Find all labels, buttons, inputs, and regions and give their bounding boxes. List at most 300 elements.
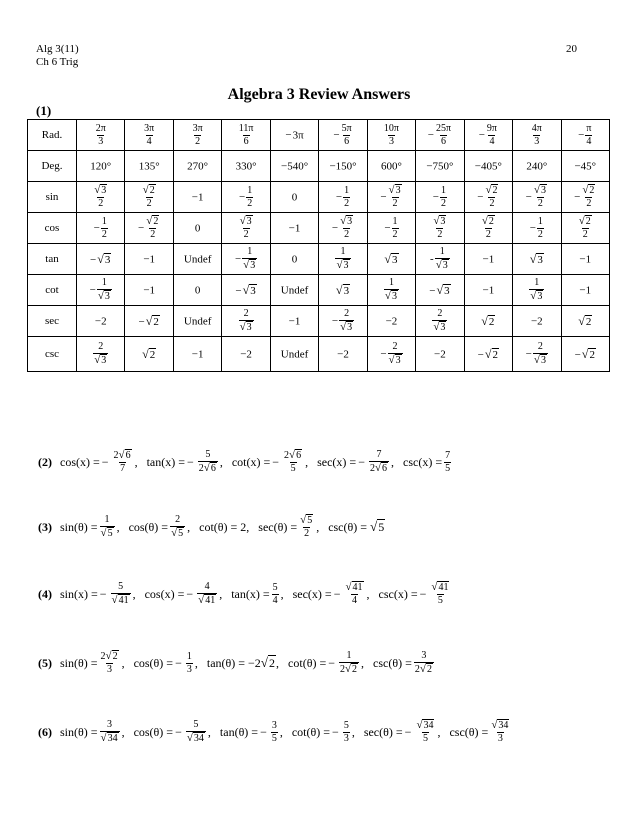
row-label: Rad. xyxy=(28,120,77,151)
table-cell xyxy=(270,182,318,213)
table-cell xyxy=(173,213,221,244)
denominator: √3 xyxy=(530,290,543,302)
denominator: 2 xyxy=(392,228,398,240)
table-cell xyxy=(222,337,270,372)
cell-value: −1 xyxy=(579,253,592,266)
minus-sign: − xyxy=(101,454,109,469)
fraction xyxy=(111,582,131,606)
table-cell xyxy=(173,120,221,151)
denominator: 2 xyxy=(146,198,152,209)
denominator: 2 xyxy=(195,135,201,147)
separator: , xyxy=(279,724,283,739)
denominator: 4 xyxy=(352,595,357,606)
denominator: 3 xyxy=(186,663,192,675)
table-cell xyxy=(561,182,609,213)
denominator: 7 xyxy=(120,463,126,474)
minus-sign: − xyxy=(427,129,434,141)
numerator: √3 xyxy=(340,215,353,227)
denominator: √3 xyxy=(388,354,401,366)
fraction xyxy=(384,278,399,302)
numerator: 3 xyxy=(271,719,277,731)
denominator: 2√2 xyxy=(340,663,358,675)
cell-value: −2 xyxy=(434,348,446,361)
table-cell xyxy=(513,306,561,337)
course-label: Alg 3(11) xyxy=(36,43,79,55)
minus-sign: − xyxy=(380,348,387,360)
fraction xyxy=(142,185,157,209)
table-cell xyxy=(173,182,221,213)
equation-lhs: sin(x) = xyxy=(60,586,98,601)
numerator: √3 xyxy=(388,184,401,196)
fraction xyxy=(97,278,112,302)
cell-value: 330° xyxy=(235,160,257,173)
table-cell xyxy=(513,244,561,275)
minus-sign: − xyxy=(478,129,485,141)
minus-sign: − xyxy=(187,454,194,469)
denominator: 2 xyxy=(537,228,543,240)
cell-value: −45° xyxy=(574,160,597,173)
fraction xyxy=(369,450,389,474)
numerator: 2π xyxy=(95,122,106,134)
denominator: 5 xyxy=(445,462,451,474)
denominator: √5 xyxy=(171,527,184,539)
numerator: 5 xyxy=(272,581,278,593)
fraction xyxy=(170,515,185,539)
denominator: 2 xyxy=(437,229,443,240)
fraction xyxy=(341,124,353,147)
cell-value: −2 xyxy=(337,348,349,361)
numerator: 1 xyxy=(101,215,107,227)
table-cell xyxy=(464,151,512,182)
separator: , xyxy=(305,454,309,469)
numerator: 1 xyxy=(247,246,253,257)
numerator: π xyxy=(586,122,592,134)
fraction xyxy=(100,720,120,744)
answer-line xyxy=(38,651,436,675)
cell-value: √2 xyxy=(484,346,499,361)
equation-lhs: sec(x) = xyxy=(292,586,332,601)
equation-lhs: cos(θ) = xyxy=(128,519,169,534)
denominator: √3 xyxy=(239,321,252,333)
numerator: 1 xyxy=(388,277,394,288)
problem-number: (2) xyxy=(38,454,52,469)
minus-sign: − xyxy=(419,586,427,601)
cell-value: −150° xyxy=(329,160,357,173)
table-cell xyxy=(125,213,173,244)
fraction xyxy=(339,651,359,675)
numerator: 2 xyxy=(243,308,249,319)
equation-lhs: tan(x) = xyxy=(231,586,270,601)
separator: , xyxy=(366,586,370,601)
row-label: csc xyxy=(28,337,77,372)
table-cell xyxy=(416,306,464,337)
numerator: 4π xyxy=(531,122,542,134)
equation-lhs: sec(θ) = xyxy=(363,724,403,739)
numerator: 3π xyxy=(144,122,155,134)
denominator: 2 xyxy=(586,198,592,209)
fraction xyxy=(238,124,255,147)
denominator: 4 xyxy=(272,594,278,606)
fraction xyxy=(430,582,450,606)
minus-sign: − xyxy=(574,348,581,361)
fraction xyxy=(383,124,400,147)
fraction xyxy=(414,651,434,675)
denominator: √3 xyxy=(340,321,353,333)
table-cell xyxy=(561,337,609,372)
denominator: 3 xyxy=(534,135,540,147)
table-cell xyxy=(319,244,367,275)
minus-sign: − xyxy=(332,724,339,739)
minus-sign: − xyxy=(574,191,581,203)
fraction xyxy=(537,217,544,240)
problem-1-label: (1) xyxy=(36,103,52,118)
cell-value: −1 xyxy=(143,284,156,297)
table-cell xyxy=(77,151,125,182)
denominator: 2√6 xyxy=(198,462,216,474)
denominator: √3 xyxy=(433,321,446,333)
denominator: √41 xyxy=(111,594,129,606)
fraction xyxy=(388,342,403,366)
fraction xyxy=(344,582,364,606)
table-cell xyxy=(77,306,125,337)
equation-lhs: cos(θ) = xyxy=(133,655,174,670)
denominator: 2 xyxy=(392,198,398,209)
table-cell xyxy=(270,244,318,275)
cell-value: 0 xyxy=(291,191,298,204)
minus-sign: − xyxy=(175,655,182,670)
fraction xyxy=(432,216,447,240)
table-cell xyxy=(222,275,270,306)
numerator: 5 xyxy=(193,719,199,730)
denominator: √3 xyxy=(384,290,397,302)
cell-value: 120° xyxy=(90,160,112,173)
cell-value: −2 xyxy=(530,315,543,328)
denominator: 2 xyxy=(441,197,446,209)
numerator: 5 xyxy=(205,449,211,460)
answer-line xyxy=(38,582,452,606)
separator: , xyxy=(280,586,284,601)
table-cell xyxy=(367,182,415,213)
cell-value: √3 xyxy=(97,251,111,266)
minus-sign: − xyxy=(331,222,339,234)
table-cell xyxy=(125,337,173,372)
equation-lhs: csc(x) = xyxy=(403,454,443,469)
table-cell xyxy=(319,306,367,337)
minus-sign: − xyxy=(90,253,97,266)
cell-value: Undef xyxy=(183,253,212,266)
separator: , xyxy=(276,655,280,670)
numerator: 11π xyxy=(238,122,254,134)
table-cell xyxy=(125,244,173,275)
denominator: 5 xyxy=(271,732,277,744)
equation-lhs: csc(θ) = xyxy=(373,655,412,670)
cell-value: −2 xyxy=(385,315,398,328)
denominator: 6 xyxy=(441,135,446,147)
numerator: √34 xyxy=(416,719,434,731)
minus-sign: − xyxy=(477,348,484,361)
table-cell xyxy=(222,244,270,275)
fraction xyxy=(533,185,548,209)
denominator: 3 xyxy=(98,135,104,147)
table-cell xyxy=(561,213,609,244)
table-cell xyxy=(319,182,367,213)
table-cell xyxy=(561,151,609,182)
minus-sign: − xyxy=(432,191,439,203)
table-cell xyxy=(222,213,270,244)
table-cell xyxy=(416,182,464,213)
table-cell xyxy=(513,151,561,182)
table-cell xyxy=(125,182,173,213)
table-cell xyxy=(513,120,561,151)
equation-lhs: cot(θ) = xyxy=(288,655,327,670)
denominator: 4 xyxy=(586,135,592,147)
problem-number: (4) xyxy=(38,586,52,601)
cell-value: √3 xyxy=(436,282,450,297)
numerator: 2 xyxy=(344,308,350,319)
cell-value: 0 xyxy=(194,222,201,235)
table-cell xyxy=(173,337,221,372)
fraction xyxy=(299,515,314,539)
cell-value: −1 xyxy=(579,284,592,297)
numerator: 2√6 xyxy=(113,449,131,461)
separator: , xyxy=(246,519,250,534)
numerator: √2 xyxy=(481,215,494,227)
table-row xyxy=(28,120,610,151)
table-cell xyxy=(416,120,464,151)
denominator: 2√6 xyxy=(369,462,388,474)
denominator: √34 xyxy=(100,732,118,744)
minus-sign: − xyxy=(99,586,107,601)
fraction xyxy=(578,216,593,240)
table-cell xyxy=(367,120,415,151)
minus-sign: − xyxy=(384,222,391,234)
equation-lhs: tan(x) = xyxy=(146,454,186,469)
numerator: 4 xyxy=(204,581,210,592)
table-cell xyxy=(561,306,609,337)
trig-values-table xyxy=(27,119,610,372)
cell-value: 600° xyxy=(380,160,402,173)
minus-sign: − xyxy=(93,222,100,234)
equation-lhs: csc(x) = xyxy=(378,586,418,601)
table-cell xyxy=(367,213,415,244)
numerator: √41 xyxy=(431,581,449,593)
table-cell xyxy=(416,213,464,244)
table-cell xyxy=(270,213,318,244)
denominator: 3 xyxy=(107,664,113,675)
numerator: √3 xyxy=(433,215,446,227)
numerator: √3 xyxy=(239,215,252,227)
minus-sign: − xyxy=(380,191,387,203)
separator: , xyxy=(361,655,365,670)
problem-number: (5) xyxy=(38,655,52,670)
denominator: 2√2 xyxy=(414,663,432,675)
separator: , xyxy=(132,586,136,601)
equation-lhs: cos(θ) = xyxy=(133,724,174,739)
denominator: √3 xyxy=(94,354,107,366)
numerator: 2 xyxy=(98,341,104,352)
separator: , xyxy=(116,519,120,534)
fraction xyxy=(246,186,253,209)
fraction xyxy=(339,309,354,333)
table-cell xyxy=(77,213,125,244)
row-label: cot xyxy=(28,275,77,306)
separator: , xyxy=(134,454,138,469)
fraction xyxy=(100,651,120,675)
denominator: 2 xyxy=(582,229,588,240)
table-cell xyxy=(561,275,609,306)
minus-sign: − xyxy=(404,724,412,739)
separator: , xyxy=(207,724,211,739)
cell-value: 240° xyxy=(526,160,548,173)
minus-sign: − xyxy=(529,222,536,234)
page-title: Algebra 3 Review Answers xyxy=(227,86,411,103)
page-number: 20 xyxy=(566,43,577,55)
numerator: √41 xyxy=(345,581,363,593)
numerator: √5 xyxy=(300,514,313,526)
table-cell xyxy=(464,275,512,306)
denominator: √3 xyxy=(243,259,256,271)
fraction xyxy=(192,124,204,147)
denominator: √3 xyxy=(97,290,110,302)
equation-lhs: tan(θ) = −2√2 xyxy=(206,655,276,670)
numerator: 3 xyxy=(421,650,427,661)
table-cell xyxy=(513,182,561,213)
denominator: 5 xyxy=(290,463,296,474)
separator: , xyxy=(219,586,223,601)
table-cell xyxy=(222,182,270,213)
denominator: √3 xyxy=(336,259,349,271)
table-cell xyxy=(222,306,270,337)
fraction xyxy=(283,450,303,474)
cell-value: −540° xyxy=(280,160,309,173)
denominator: 2 xyxy=(485,229,491,240)
fraction xyxy=(242,247,257,271)
minus-sign: − xyxy=(578,129,585,141)
fraction xyxy=(95,124,107,147)
denominator: 3 xyxy=(497,733,503,744)
denominator: 6 xyxy=(243,135,249,147)
cell-value: √2 xyxy=(145,313,159,328)
cell-value: 135° xyxy=(138,160,160,173)
numerator: 10π xyxy=(383,122,399,134)
minus-sign: − xyxy=(525,348,532,360)
numerator: 1 xyxy=(537,215,543,227)
table-cell xyxy=(464,244,512,275)
separator: , xyxy=(219,454,223,469)
denominator: 2 xyxy=(243,229,249,240)
fraction xyxy=(93,342,108,366)
numerator: √34 xyxy=(491,719,509,731)
fraction xyxy=(585,124,592,147)
answer-line xyxy=(38,515,385,539)
equation-lhs: sec(θ) = xyxy=(258,519,298,534)
numerator: 5 xyxy=(343,719,349,731)
table-cell xyxy=(125,306,173,337)
denominator: 2 xyxy=(101,228,107,240)
minus-sign: − xyxy=(333,586,341,601)
numerator: 1 xyxy=(439,246,445,257)
chapter-label: Ch 6 Trig xyxy=(36,56,79,68)
table-cell xyxy=(367,244,415,275)
cell-value: √2 xyxy=(142,346,156,361)
cell-value: −1 xyxy=(143,253,156,266)
numerator: 1 xyxy=(392,215,398,227)
table-cell xyxy=(319,120,367,151)
fraction xyxy=(145,216,160,240)
table-cell xyxy=(222,151,270,182)
table-cell xyxy=(270,306,318,337)
cell-value: 0 xyxy=(291,253,298,266)
numerator: 2 xyxy=(537,341,543,352)
table-cell xyxy=(367,306,415,337)
cell-value: √2 xyxy=(581,346,595,361)
answer-line xyxy=(38,720,512,744)
table-row xyxy=(28,306,610,337)
numerator: 3π xyxy=(192,122,203,134)
fraction xyxy=(481,216,496,240)
fraction xyxy=(435,124,452,147)
table-cell xyxy=(561,120,609,151)
table-cell xyxy=(222,120,270,151)
fraction xyxy=(531,124,543,147)
fraction xyxy=(271,721,278,744)
equation-lhs: csc(θ) = √5 xyxy=(328,519,385,534)
numerator: 2√2 xyxy=(100,650,118,662)
fraction xyxy=(484,185,499,209)
denominator: 2 xyxy=(98,198,104,209)
numerator: 9π xyxy=(486,122,497,134)
separator: , xyxy=(187,519,191,534)
minus-sign: − xyxy=(89,284,96,296)
numerator: 7 xyxy=(445,449,451,461)
denominator: 5 xyxy=(437,595,443,606)
cell-value: 270° xyxy=(187,160,209,173)
separator: , xyxy=(121,724,125,739)
table-row xyxy=(28,213,610,244)
numerator: √2 xyxy=(146,215,159,227)
denominator: 4 xyxy=(489,135,495,147)
numerator: 1 xyxy=(346,650,352,661)
cell-value: Undef xyxy=(280,348,309,361)
equation-lhs: csc(θ) = xyxy=(449,724,489,739)
fraction xyxy=(440,186,447,209)
table-cell xyxy=(270,120,318,151)
answer-line xyxy=(38,450,453,474)
minus-sign: − xyxy=(328,655,335,670)
separator: , xyxy=(316,519,320,534)
denominator: √34 xyxy=(186,732,204,744)
denominator: 3 xyxy=(388,135,394,147)
cell-value: −1 xyxy=(482,253,495,266)
fraction xyxy=(339,216,354,240)
denominator: √5 xyxy=(100,527,113,539)
equation-lhs: sin(θ) = xyxy=(60,724,98,739)
minus-sign: − xyxy=(477,191,484,203)
separator: , xyxy=(194,655,198,670)
row-label: sec xyxy=(28,306,77,337)
fraction xyxy=(197,582,217,606)
fraction xyxy=(343,186,350,209)
table-cell xyxy=(77,244,125,275)
fraction xyxy=(343,721,350,744)
minus-sign: − xyxy=(238,191,246,203)
cell-value: 3π xyxy=(292,129,304,142)
fraction xyxy=(186,652,193,675)
fraction xyxy=(100,515,115,539)
fraction xyxy=(239,309,254,333)
table-cell xyxy=(319,337,367,372)
fraction xyxy=(388,185,403,209)
